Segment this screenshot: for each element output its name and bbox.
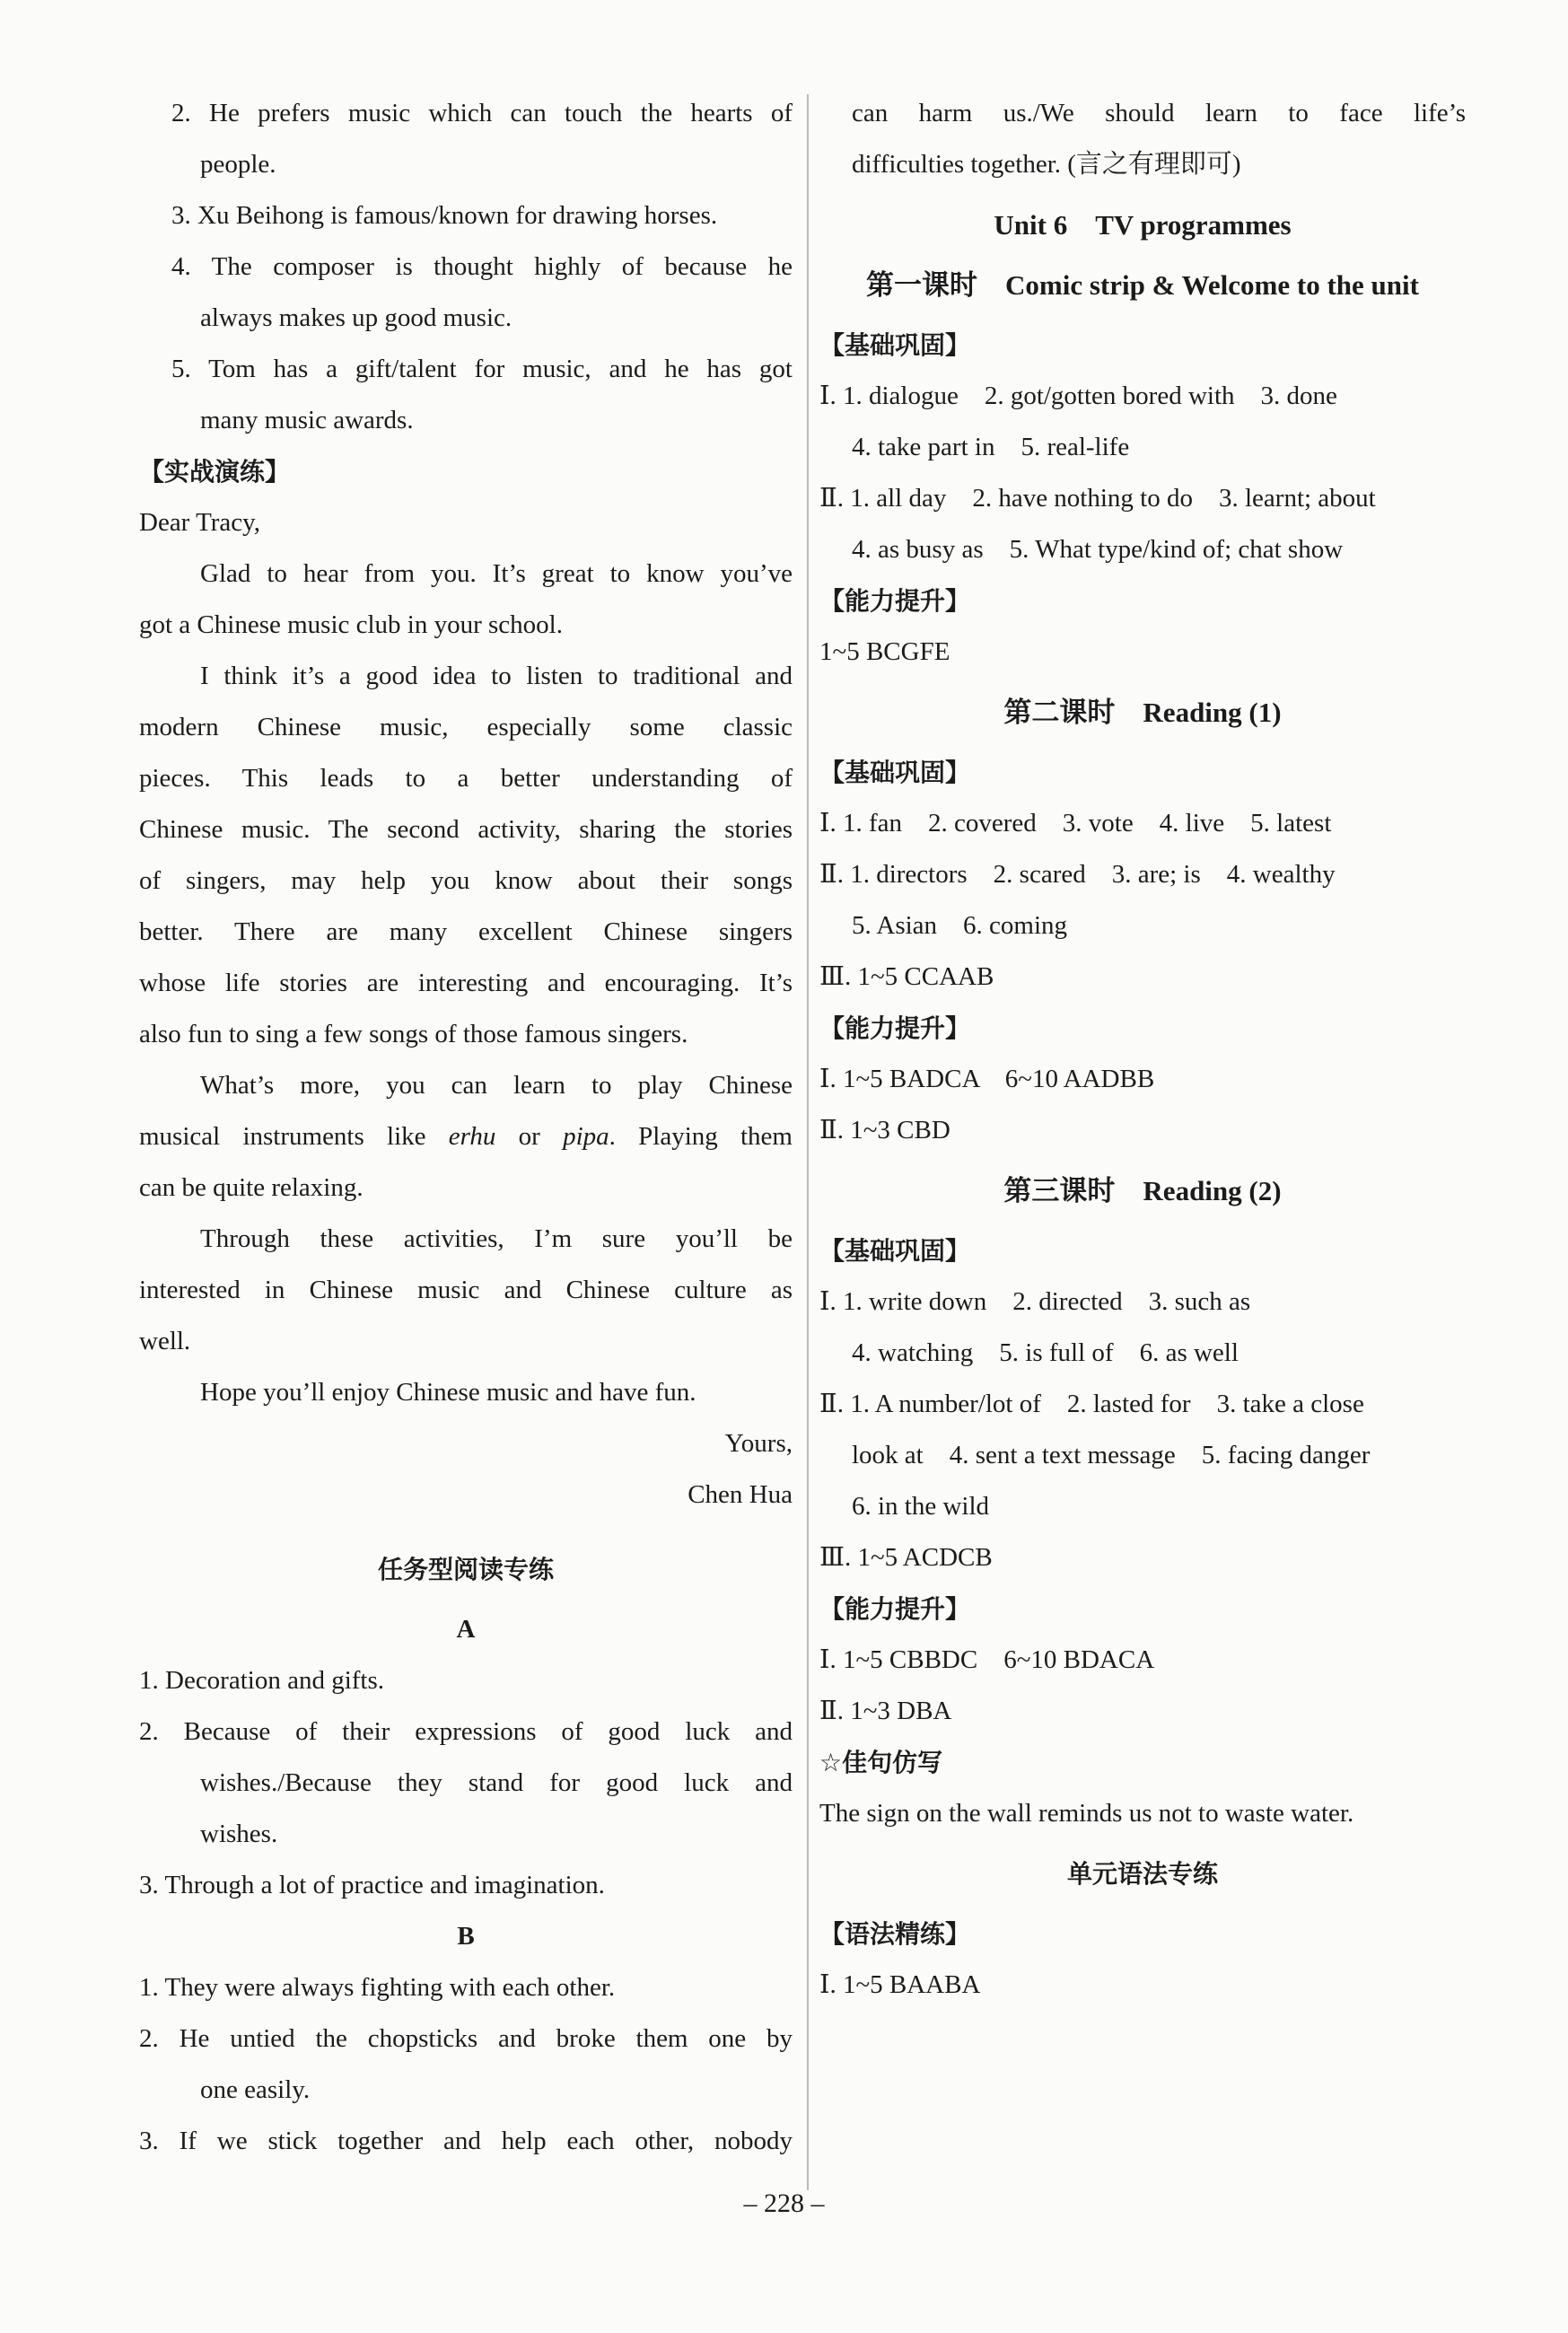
lesson1-line: Ⅱ. 1. all day 2. have nothing to do 3. learnt; about — [819, 484, 1376, 513]
text-run: or — [495, 1122, 564, 1151]
lesson3-ability-line: Ⅱ. 1~3 DBA — [819, 1697, 952, 1725]
section-a-label: A — [456, 1615, 476, 1644]
right-column — [819, 88, 1466, 2011]
continued-line: can harm us./We should learn to face life’s — [852, 99, 1466, 127]
text-run: musical instruments like — [139, 1122, 449, 1151]
lesson3-line: 6. in the wild — [852, 1492, 990, 1521]
letter-p2-line: Chinese music. The second activity, sharing the stories — [139, 815, 793, 844]
lesson2-line: Ⅲ. 1~5 CCAAB — [819, 962, 994, 991]
italic-word-erhu: erhu — [448, 1122, 496, 1151]
lesson3-line: 4. watching 5. is full of 6. as well — [852, 1338, 1239, 1367]
letter-p1-line: Glad to hear from you. It’s great to know you’ve — [200, 559, 793, 588]
section-a-line: wishes. — [200, 1820, 278, 1848]
imitate-line: The sign on the wall reminds us not to waste water. — [819, 1799, 1354, 1828]
lesson3-ability-heading: 【能力提升】 — [819, 1594, 971, 1624]
lesson2-line: Ⅰ. 1. fan 2. covered 3. vote 4. live 5. latest — [819, 809, 1332, 838]
lesson2-title: 第二课时 Reading (1) — [1003, 697, 1282, 728]
section-a-line: 2. Because of their expressions of good luck and — [139, 1717, 793, 1746]
grammar-title: 单元语法专练 — [1066, 1859, 1218, 1889]
column-divider — [807, 94, 809, 2190]
letter-p5-line: Hope you’ll enjoy Chinese music and have fun. — [200, 1378, 696, 1407]
grammar-line: Ⅰ. 1~5 BAABA — [819, 1970, 981, 1999]
letter-p3-line — [139, 1111, 793, 1162]
intro-item-4-cont: always makes up good music. — [200, 303, 512, 332]
lesson1-basic-heading: 【基础巩固】 — [819, 330, 971, 360]
letter-p2-line: modern Chinese music, especially some classic — [139, 713, 793, 741]
section-b-label: B — [457, 1922, 475, 1951]
lesson3-line: Ⅲ. 1~5 ACDCB — [819, 1543, 993, 1572]
intro-item-2-cont: people. — [200, 150, 276, 179]
lesson2-basic-heading: 【基础巩固】 — [819, 758, 971, 787]
letter-p2-line: also fun to sing a few songs of those famous singers. — [139, 1020, 688, 1048]
lesson2-line: 5. Asian 6. coming — [852, 911, 1068, 940]
imitate-heading: ☆佳句仿写 — [819, 1748, 943, 1777]
lesson3-title: 第三课时 Reading (2) — [1003, 1175, 1282, 1206]
lesson1-title: 第一课时 Comic strip & Welcome to the unit — [866, 269, 1419, 301]
intro-item-2: 2. He prefers music which can touch the hearts of — [171, 99, 793, 127]
practice-heading: 【实战演练】 — [139, 457, 291, 487]
section-a-line: 3. Through a lot of practice and imagination. — [139, 1871, 605, 1899]
lesson3-line: Ⅰ. 1. write down 2. directed 3. such as — [819, 1287, 1251, 1316]
left-column — [139, 88, 793, 2167]
letter-p2-line: whose life stories are interesting and encouraging. It’s — [139, 969, 793, 997]
lesson3-line: Ⅱ. 1. A number/lot of 2. lasted for 3. take a close — [819, 1390, 1364, 1418]
intro-item-5: 5. Tom has a gift/talent for music, and he has got — [171, 355, 793, 383]
section-a-line: wishes./Because they stand for good luck and — [200, 1768, 793, 1797]
unit-title: Unit 6 TV programmes — [994, 209, 1292, 241]
lesson1-line: 4. as busy as 5. What type/kind of; chat show — [852, 535, 1344, 564]
section-b-line: 2. He untied the chopsticks and broke them one by — [139, 2024, 793, 2053]
lesson2-ability-heading: 【能力提升】 — [819, 1013, 971, 1043]
letter-closing: Yours, — [724, 1429, 793, 1458]
lesson2-line: Ⅱ. 1. directors 2. scared 3. are; is 4. wealthy — [819, 860, 1336, 889]
letter-p4-line: Through these activities, I’m sure you’ll be — [200, 1224, 793, 1253]
section-b-line: 1. They were always fighting with each other. — [139, 1973, 616, 2002]
letter-p4-line: well. — [139, 1327, 191, 1355]
section-a-line: 1. Decoration and gifts. — [139, 1666, 385, 1695]
grammar-heading: 【语法精练】 — [819, 1919, 971, 1949]
lesson1-line: 4. take part in 5. real-life — [852, 433, 1130, 461]
continued-line: difficulties together. (言之有理即可) — [852, 150, 1241, 179]
italic-word-pipa: pipa — [563, 1122, 609, 1151]
letter-signature: Chen Hua — [688, 1480, 793, 1509]
intro-item-4: 4. The composer is thought highly of because he — [171, 252, 793, 281]
lesson3-basic-heading: 【基础巩固】 — [819, 1236, 971, 1266]
letter-p3-line: can be quite relaxing. — [139, 1173, 364, 1202]
page-number: – 228 – — [743, 2188, 825, 2218]
letter-p2-line: I think it’s a good idea to listen to traditional and — [200, 662, 793, 690]
letter-p1-line: got a Chinese music club in your school. — [139, 610, 563, 639]
lesson1-line: Ⅰ. 1. dialogue 2. got/gotten bored with 3. done — [819, 382, 1337, 410]
intro-item-5-cont: many music awards. — [200, 406, 414, 434]
intro-item-3: 3. Xu Beihong is famous/known for drawing horses. — [171, 201, 718, 230]
letter-p3-line: What’s more, you can learn to play Chinese — [200, 1071, 793, 1100]
lesson2-ability-line: Ⅱ. 1~3 CBD — [819, 1116, 950, 1145]
letter-p2-line: of singers, may help you know about their songs — [139, 866, 793, 895]
section-b-line: 3. If we stick together and help each other, nobody — [139, 2127, 793, 2155]
lesson3-line: look at 4. sent a text message 5. facing danger — [852, 1441, 1371, 1469]
text-run: . Playing them — [609, 1122, 793, 1151]
letter-greeting: Dear Tracy, — [139, 508, 261, 537]
lesson1-ability-line: 1~5 BCGFE — [819, 637, 950, 666]
lesson2-ability-line: Ⅰ. 1~5 BADCA 6~10 AADBB — [819, 1065, 1155, 1093]
lesson3-ability-line: Ⅰ. 1~5 CBBDC 6~10 BDACA — [819, 1645, 1155, 1674]
letter-p4-line: interested in Chinese music and Chinese culture as — [139, 1276, 793, 1304]
letter-p2-line: better. There are many excellent Chinese singers — [139, 917, 793, 946]
letter-p2-line: pieces. This leads to a better understanding of — [139, 764, 793, 793]
task-reading-title: 任务型阅读专练 — [377, 1555, 554, 1584]
section-b-line: one easily. — [200, 2075, 311, 2104]
lesson1-ability-heading: 【能力提升】 — [819, 586, 971, 616]
